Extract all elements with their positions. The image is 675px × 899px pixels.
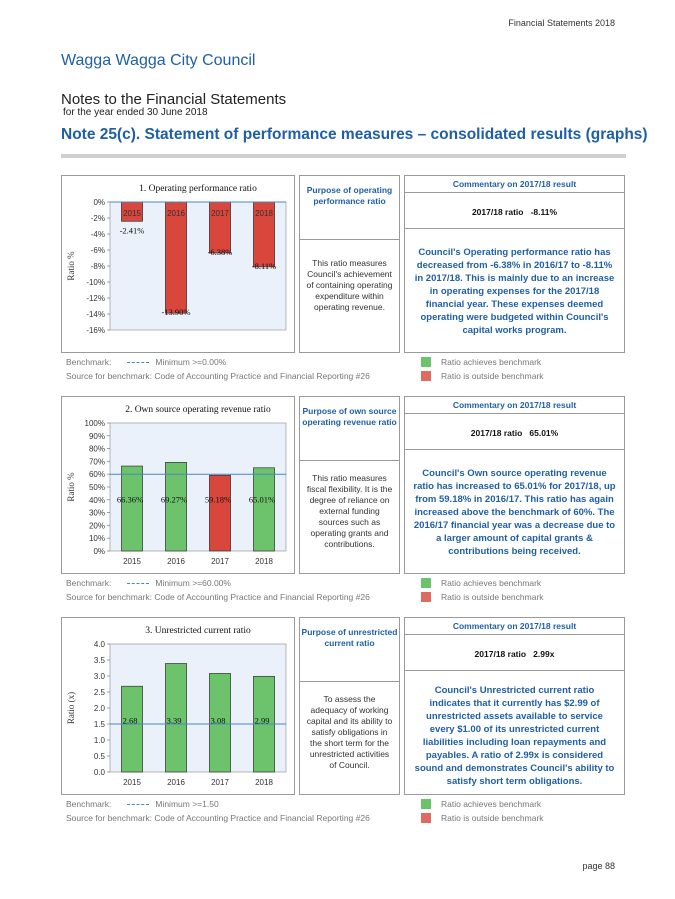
legend-outside-swatch	[421, 371, 431, 381]
commentary-divider	[405, 192, 624, 193]
purpose-title: Purpose of unrestricted current ratio	[301, 627, 398, 648]
chart-title: 1. Operating performance ratio	[139, 184, 257, 194]
title-divider	[61, 154, 626, 158]
chart-svg	[62, 618, 294, 794]
notes-subtitle: for the year ended 30 June 2018	[63, 107, 208, 118]
data-label: 2.99	[254, 715, 270, 726]
notes-title: Notes to the Financial Statements	[61, 91, 287, 108]
benchmark-line	[66, 578, 231, 588]
purpose-title: Purpose of operating performance ratio	[306, 185, 393, 206]
x-tick-label: 2018	[255, 778, 273, 787]
benchmark-label: Benchmark:	[66, 578, 112, 588]
data-label: 65.01%	[248, 494, 276, 505]
legend-achieves-swatch	[421, 578, 431, 588]
y-tick-label: 0%	[93, 198, 105, 207]
benchmark-source: Source for benchmark: Code of Accounting Practice and Financial Reporting #26	[66, 592, 370, 602]
benchmark-swatch	[127, 804, 149, 805]
benchmark-line	[66, 799, 219, 809]
bar	[165, 202, 186, 313]
x-tick-label: 2018	[255, 209, 273, 218]
y-tick-label: 10%	[88, 534, 105, 544]
y-tick-label: 1.5	[93, 720, 105, 729]
y-tick-label: 2.5	[93, 688, 105, 697]
ratio-value: 2.99x	[533, 649, 555, 659]
legend-outside-swatch	[421, 813, 431, 823]
benchmark-label: Benchmark:	[66, 799, 112, 809]
data-label: 2.68	[122, 715, 138, 726]
x-tick-label: 2016	[167, 209, 185, 218]
data-label: 3.39	[166, 715, 182, 726]
data-label: 66.36%	[116, 494, 144, 505]
commentary-title: Commentary on 2017/18 result	[452, 400, 577, 410]
legend-achieves: Ratio achieves benchmark	[441, 799, 542, 809]
benchmark-line	[66, 357, 226, 367]
y-tick-label: -8%	[90, 262, 105, 271]
x-tick-label: 2015	[123, 209, 141, 218]
purpose-title: Purpose of own source operating revenue ratio	[302, 406, 397, 427]
legend-achieves-swatch	[421, 357, 431, 367]
x-tick-label: 2016	[167, 557, 185, 566]
legend-outside: Ratio is outside benchmark	[441, 371, 544, 381]
legend-outside-swatch	[421, 592, 431, 602]
y-tick-label: 40%	[88, 495, 105, 505]
commentary-box	[404, 396, 625, 574]
data-label: -13.90%	[161, 307, 191, 318]
purpose-box	[299, 396, 400, 574]
x-tick-label: 2017	[211, 209, 229, 218]
purpose-box	[299, 175, 400, 353]
y-tick-label: 1.0	[93, 736, 105, 745]
y-axis-label: Ratio %	[66, 251, 76, 281]
ratio-line	[405, 207, 624, 217]
ratio-line	[405, 428, 624, 438]
commentary-divider	[405, 228, 624, 229]
commentary-divider	[405, 634, 624, 635]
y-tick-label: 30%	[88, 508, 105, 518]
benchmark-swatch	[127, 583, 149, 584]
data-label: -2.41%	[119, 225, 145, 236]
benchmark-text: Minimum >=1.50	[155, 799, 219, 809]
bar	[165, 462, 186, 551]
purpose-description: To assess the adequacy of working capital and its ability to satisfy obligations in the short term for the unrestricted activities of Council.	[306, 694, 393, 770]
commentary-box	[404, 175, 625, 353]
legend-outside: Ratio is outside benchmark	[441, 592, 544, 602]
y-tick-label: -16%	[86, 326, 105, 335]
commentary-text: Council's Unrestricted current ratio indicates that it currently has $2.99 of unrestricted assets available to service every $1.00 of its unrestricted current liabilities including loan repayments and payables. A ratio of 2.99x is considered sound and demonstrates Council's ability to satisfy short term obligations.	[414, 685, 615, 787]
ratio-line	[405, 649, 624, 659]
data-label: 69.27%	[160, 494, 188, 505]
benchmark-text: Minimum >=60.00%	[155, 578, 231, 588]
y-tick-label: 2.0	[93, 704, 105, 713]
data-label: 3.08	[210, 715, 226, 726]
bar	[253, 468, 274, 551]
legend-achieves: Ratio achieves benchmark	[441, 578, 542, 588]
x-tick-label: 2018	[255, 557, 273, 566]
ratio-value: -8.11%	[530, 207, 558, 217]
y-tick-label: -4%	[90, 230, 105, 239]
x-tick-label: 2017	[211, 557, 229, 566]
y-tick-label: -2%	[90, 214, 105, 223]
y-tick-label: 70%	[88, 457, 105, 467]
purpose-divider	[300, 681, 399, 682]
ratio-label: 2017/18 ratio	[470, 428, 523, 438]
chart-unrestricted-current	[61, 617, 295, 795]
document-header: Financial Statements 2018	[508, 18, 615, 28]
legend-outside: Ratio is outside benchmark	[441, 813, 544, 823]
y-tick-label: 100%	[84, 419, 105, 428]
legend-achieves: Ratio achieves benchmark	[441, 357, 542, 367]
bar	[209, 475, 230, 551]
y-tick-label: 60%	[88, 470, 105, 480]
x-tick-label: 2016	[167, 778, 185, 787]
purpose-box	[299, 617, 400, 795]
commentary-box	[404, 617, 625, 795]
ratio-value: 65.01%	[529, 428, 559, 438]
data-label: -8.11%	[251, 260, 277, 271]
benchmark-text: Minimum >=0.00%	[155, 357, 227, 367]
page-number: page 88	[582, 861, 615, 871]
bar	[121, 686, 142, 772]
benchmark-swatch	[127, 362, 149, 363]
y-tick-label: 80%	[88, 444, 105, 454]
y-tick-label: -6%	[90, 246, 105, 255]
y-axis-label: Ratio %	[66, 472, 76, 502]
chart-own-source-revenue	[61, 396, 295, 574]
benchmark-label: Benchmark:	[66, 357, 112, 367]
bar	[121, 466, 142, 551]
benchmark-source: Source for benchmark: Code of Accounting Practice and Financial Reporting #26	[66, 371, 370, 381]
purpose-description: This ratio measures Council's achievement of containing operating expenditure within operating revenue.	[306, 258, 393, 312]
y-tick-label: 90%	[88, 431, 105, 441]
commentary-title: Commentary on 2017/18 result	[452, 621, 577, 631]
commentary-divider	[405, 670, 624, 671]
x-tick-label: 2015	[123, 557, 141, 566]
y-tick-label: -10%	[86, 278, 105, 287]
y-tick-label: 4.0	[93, 640, 105, 649]
ratio-label: 2017/18 ratio	[474, 649, 527, 659]
y-tick-label: 3.0	[93, 672, 105, 681]
y-tick-label: 0%	[93, 547, 105, 556]
x-tick-label: 2017	[211, 778, 229, 787]
y-tick-label: 50%	[88, 483, 105, 492]
commentary-title: Commentary on 2017/18 result	[452, 179, 577, 189]
commentary-divider	[405, 449, 624, 450]
chart-svg	[62, 176, 294, 352]
chart-svg	[62, 397, 294, 573]
council-name: Wagga Wagga City Council	[61, 52, 256, 69]
note-title: Note 25(c). Statement of performance measures – consolidated results (graphs)	[61, 126, 648, 143]
data-label: 59.18%	[204, 494, 232, 505]
commentary-text: Council's Operating performance ratio has decreased from -6.38% in 2016/17 to -8.11% in 2017/18. This is mainly due to an increase in operating expenses for the 2017/18 financial year. These expenses deemed operating were budgeted within Council's capital works program.	[414, 247, 615, 336]
y-tick-label: 0.0	[93, 768, 105, 777]
benchmark-source: Source for benchmark: Code of Accounting Practice and Financial Reporting #26	[66, 813, 370, 823]
chart-title: 3. Unrestricted current ratio	[145, 626, 251, 636]
y-tick-label: -12%	[86, 294, 105, 303]
y-tick-label: 0.5	[93, 752, 105, 761]
x-tick-label: 2015	[123, 778, 141, 787]
y-tick-label: 20%	[88, 521, 105, 531]
y-tick-label: 3.5	[93, 656, 105, 665]
data-label: -6.38%	[207, 247, 233, 258]
y-tick-label: -14%	[86, 310, 105, 319]
chart-operating-performance	[61, 175, 295, 353]
chart-title: 2. Own source operating revenue ratio	[125, 405, 271, 415]
legend-achieves-swatch	[421, 799, 431, 809]
purpose-divider	[300, 460, 399, 461]
y-axis-label: Ratio (x)	[66, 691, 76, 725]
purpose-description: This ratio measures fiscal flexibility. It is the degree of reliance on external funding sources such as operating grants and contributions.	[306, 473, 393, 549]
ratio-label: 2017/18 ratio	[471, 207, 524, 217]
commentary-text: Council's Own source operating revenue ratio has increased to 65.01% for 2017/18, up from 59.18% in 2016/17. This ratio has again increased above the benchmark of 60%. The 2016/17 financial year was a decrease due to a larger amount of capital grants & contributions being received.	[413, 468, 616, 557]
commentary-divider	[405, 413, 624, 414]
purpose-divider	[300, 239, 399, 240]
